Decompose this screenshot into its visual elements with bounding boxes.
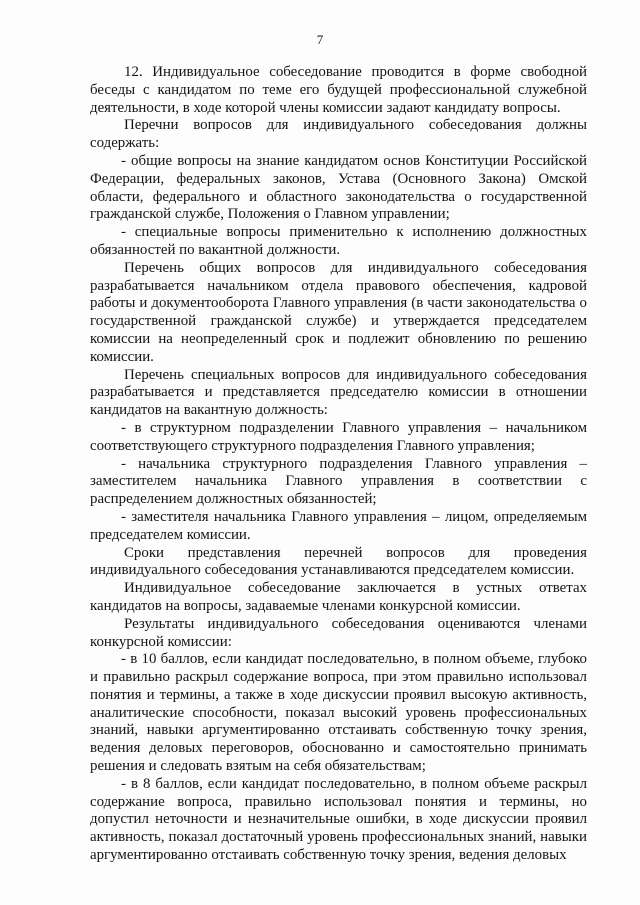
list-item-8-points: - в 8 баллов, если кандидат последовательно, в полном объеме раскрыл содержание вопроса, правильно использовал понятия и термины, но допустил неточности и незначительные ошибки, в ходе дискуссии проявил активность, показал достаточный уровень профессиональных знаний, навыки аргументированно отстаивать собственную точку зрения, ведения деловых <box>90 775 587 864</box>
paragraph-question-lists: Перечни вопросов для индивидуального собеседования должны содержать: <box>90 117 587 152</box>
paragraph-deadlines: Сроки представления перечней вопросов для проведения индивидуального собеседования устанавливаются председателем комиссии. <box>90 544 587 579</box>
list-item-deputy-head: - заместителя начальника Главного управления – лицом, определяемым председателем комиссии. <box>90 508 587 543</box>
list-item-10-points: - в 10 баллов, если кандидат последовательно, в полном объеме, глубоко и правильно раскрыл содержание вопроса, при этом правильно использовал понятия и термины, а также в ходе дискуссии проявил высокую активность, аналитические способности, показал высокий уровень профессиональных знаний, навыки аргументированно отстаивать собственную точку зрения, ведения деловых переговоров, обоснованно и самостоятельно принимать решения и следовать взятым на себя обязательствам; <box>90 651 587 775</box>
paragraph-results-evaluation: Результаты индивидуального собеседования оцениваются членами конкурсной комиссии: <box>90 615 587 650</box>
paragraph-interview-answers: Индивидуальное собеседование заключается в устных ответах кандидатов на вопросы, задаваемые членами конкурсной комиссии. <box>90 580 587 614</box>
list-item-special-questions: - специальные вопросы применительно к исполнению должностных обязанностей по вакантной должности. <box>90 224 587 258</box>
list-item-unit-head: - начальника структурного подразделения Главного управления – заместителем начальника Главного управления в соответствии с распределением должностных обязанностей; <box>90 455 587 508</box>
list-item-structural-unit: - в структурном подразделении Главного управления – начальником соответствующего структурного подразделения Главного управления; <box>90 419 587 454</box>
paragraph-general-questions-list: Перечень общих вопросов для индивидуального собеседования разрабатывается начальником отдела правового обеспечения, кадровой работы и документооборота Главного управления (в части законодательства о государственной гражданской службе) и утверждается председателем комиссии на неопределенный срок и подлежит обновлению по решению комиссии. <box>90 259 587 365</box>
list-item-general-questions: - общие вопросы на знание кандидатом основ Конституции Российской Федерации, федеральных законов, Устава (Основного Закона) Омской области, федерального и областного законодательства о государственной гражданской службе, Положения о Главном управлении; <box>90 152 587 223</box>
document-body <box>90 64 587 865</box>
paragraph-special-questions-list: Перечень специальных вопросов для индивидуального собеседования разрабатывается и представляется председателю комиссии в отношении кандидатов на вакантную должность: <box>90 366 587 419</box>
page-number: 7 <box>316 32 324 47</box>
paragraph-interview-form: 12. Индивидуальное собеседование проводится в форме свободной беседы с кандидатом по теме его будущей профессиональной служебной деятельности, в ходе которой члены комиссии задают кандидату вопросы. <box>90 64 587 116</box>
